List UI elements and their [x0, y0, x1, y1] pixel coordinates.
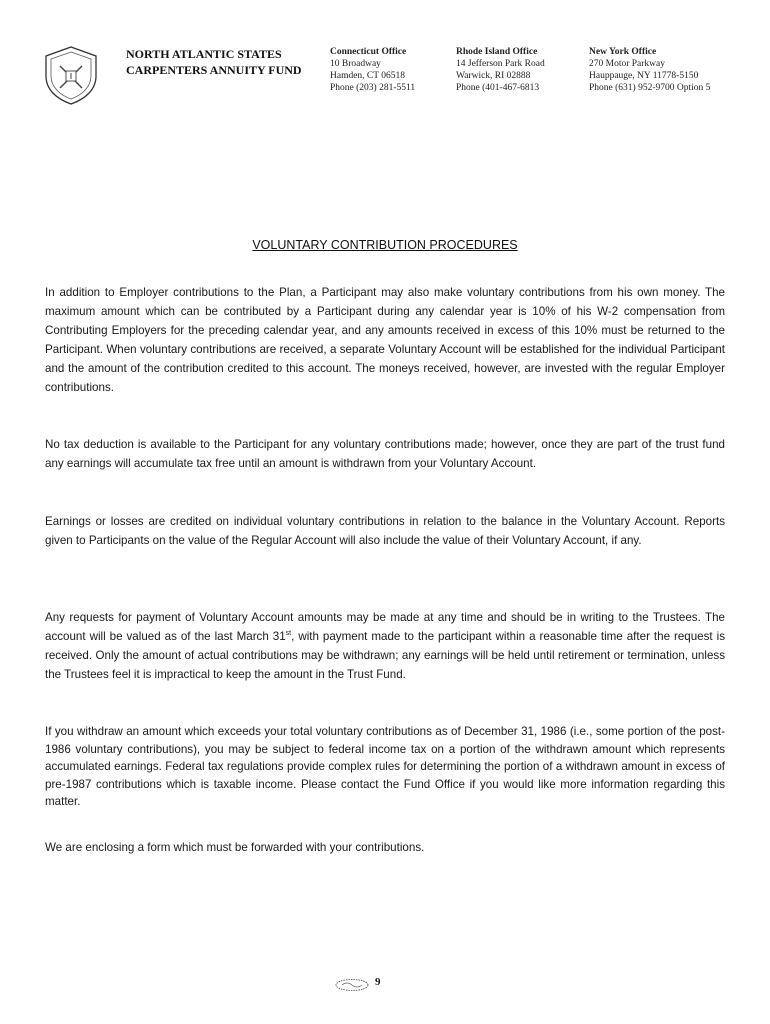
paragraph-earnings-losses: Earnings or losses are credited on individual voluntary contributions in relation to the balance in the Voluntary Account. Reports given to Participants on the value of the Regular Account will also include the value of their Voluntary Account, if any. [45, 515, 725, 547]
office-title: New York Office [589, 47, 657, 57]
office-phone: Phone (203) 281-5511 [330, 83, 416, 93]
office-title: Connecticut Office [330, 47, 407, 57]
page-number: 9 [375, 976, 381, 988]
paragraph-text: Any requests for payment of Voluntary Account amounts may be made at any time and should be in writing to the Trustees. The account will be valued as of the last March 31 [45, 611, 725, 643]
office-title: Rhode Island Office [456, 47, 538, 57]
paragraph-payment-requests [45, 608, 725, 684]
new-york-office-block [589, 46, 710, 94]
office-address-line2: Hamden, CT 06518 [330, 71, 406, 81]
office-address-line2: Warwick, RI 02888 [456, 71, 531, 81]
document-title: VOLUNTARY CONTRIBUTION PROCEDURES [252, 238, 518, 252]
paragraph-tax-deduction: No tax deduction is available to the Participant for any voluntary contributions made; however, once they are part of the trust fund any earnings will accumulate tax free until an amount is withdrawn from your Voluntary Account. [45, 438, 725, 470]
office-address-line2: Hauppauge, NY 11778-5150 [589, 71, 699, 81]
paragraph-enclosed-form: We are enclosing a form which must be forwarded with your contributions. [45, 841, 425, 854]
union-label-mark-icon [334, 978, 370, 992]
org-name-line2: CARPENTERS ANNUITY FUND [126, 63, 302, 77]
paragraph-voluntary-contributions: In addition to Employer contributions to the Plan, a Participant may also make voluntary contributions from his own money. The maximum amount which can be contributed by a Participant during any calendar year is 10% of his W-2 compensation from Contributing Employers for the preceding calendar year, and any amounts received in excess of this 10% must be returned to the Participant. When voluntary contributions are received, a separate Voluntary Account will be established for the individual Participant and the amount of the contribution credited to this account. The moneys received, however, are invested with the regular Employer contributions. [45, 286, 725, 394]
office-phone: Phone (401-467-6813 [456, 83, 540, 93]
paragraph-withdrawal-tax: If you withdraw an amount which exceeds your total voluntary contributions as of December 31, 1986 (i.e., some portion of the post-1986 voluntary contributions), you may be subject to federal income tax on a portion of the withdrawn amount which represents accumulated earnings. Federal tax regulations provide complex rules for determining the portion of a withdrawn amount in excess of pre-1987 contributions which is taxable income. Please contact the Fund Office if you would like more information regarding this matter. [45, 725, 725, 808]
union-shield-logo-icon [40, 44, 102, 106]
rhode-island-office-block [456, 46, 545, 94]
office-address-line1: 270 Motor Parkway [589, 59, 665, 69]
office-address-line1: 14 Jefferson Park Road [456, 59, 545, 69]
ordinal-suffix: st [285, 630, 292, 638]
connecticut-office-block [330, 46, 415, 94]
org-name [126, 46, 302, 78]
paragraph-text: , with payment made to the participant within a reasonable time after the request is received. Only the amount of actual contributions may be withdrawn; any earnings will be held until retirement or termination, unless the Trustees feel it is impractical to keep the amount in the Trust Fund. [45, 630, 725, 681]
office-address-line1: 10 Broadway [330, 59, 381, 69]
org-name-line1: NORTH ATLANTIC STATES [126, 47, 282, 61]
office-phone: Phone (631) 952-9700 Option 5 [589, 83, 711, 93]
